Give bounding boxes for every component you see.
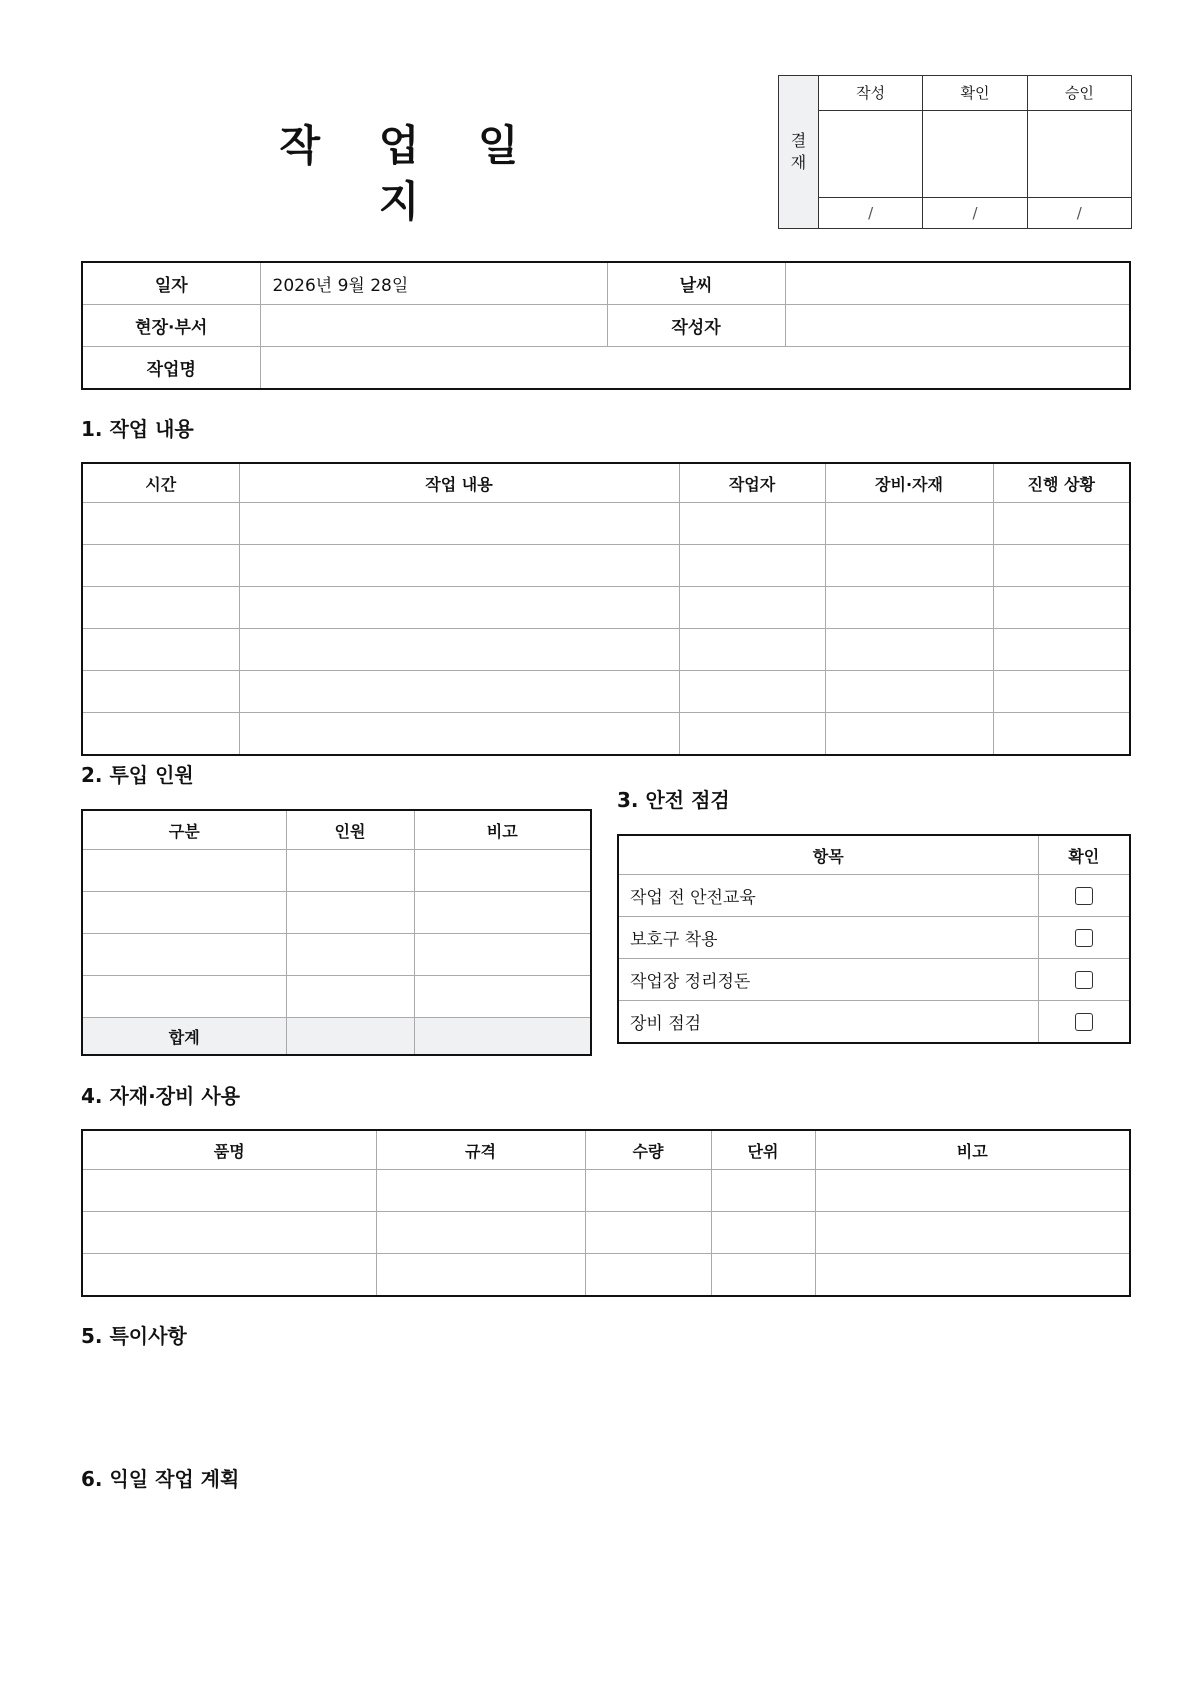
section-title-work: 1. 작업 내용 [81,417,194,441]
table-cell[interactable] [815,1170,1130,1212]
table-cell[interactable] [286,976,414,1018]
safety-table [617,834,1131,1044]
table-cell[interactable] [825,671,993,713]
table-cell[interactable] [286,892,414,934]
table-cell[interactable] [825,545,993,587]
section-title-staff: 2. 투입 인원 [81,763,194,787]
materials-header-name: 품명 [82,1130,376,1170]
checkbox[interactable] [1075,929,1093,947]
job-name-field[interactable] [260,347,1130,390]
section-title-materials: 4. 자재·장비 사용 [81,1084,240,1108]
work-table-header [82,463,1130,503]
weather-label: 날씨 [607,262,785,305]
table-row [82,1170,1130,1212]
table-cell[interactable] [993,671,1130,713]
work-header-equipment: 장비·자재 [825,463,993,503]
safety-check-cell [1038,917,1130,959]
table-cell[interactable] [414,976,591,1018]
table-cell[interactable] [679,503,825,545]
staff-table [81,809,592,1056]
materials-header-quantity: 수량 [585,1130,711,1170]
notes-area[interactable] [81,1356,1131,1456]
safety-header-check: 확인 [1038,835,1130,875]
staff-total-remarks[interactable] [414,1018,591,1056]
signature-cell-review[interactable] [923,110,1027,198]
table-cell[interactable] [82,629,239,671]
table-cell[interactable] [82,587,239,629]
work-header-status: 진행 상황 [993,463,1130,503]
staff-header-category: 구분 [82,810,286,850]
safety-row [618,1001,1130,1044]
job-name-label: 작업명 [82,347,260,390]
table-cell[interactable] [82,1212,376,1254]
table-cell[interactable] [239,545,679,587]
safety-check-cell [1038,875,1130,917]
table-cell[interactable] [82,671,239,713]
table-cell[interactable] [711,1254,815,1297]
table-cell[interactable] [414,934,591,976]
approval-side-char: 재 [790,153,807,172]
table-cell[interactable] [825,503,993,545]
section-title-next-plan: 6. 익일 작업 계획 [81,1467,240,1491]
materials-header-unit: 단위 [711,1130,815,1170]
table-row [82,629,1130,671]
approval-box [778,75,1132,229]
table-cell[interactable] [711,1212,815,1254]
materials-header-spec: 규격 [376,1130,585,1170]
approval-col-review: 확인 [923,76,1027,111]
approval-side-label [779,76,819,229]
staff-total-count[interactable] [286,1018,414,1056]
safety-check-cell [1038,959,1130,1001]
date-field[interactable]: 2026년 9월 28일 [260,262,607,305]
work-header-worker: 작업자 [679,463,825,503]
approval-col-author: 작성 [819,76,923,111]
site-field[interactable] [260,305,607,347]
table-cell[interactable] [82,1170,376,1212]
writer-label: 작성자 [607,305,785,347]
work-header-time: 시간 [82,463,239,503]
table-cell[interactable] [82,934,286,976]
table-cell[interactable] [585,1170,711,1212]
approval-date-author[interactable]: / [819,198,923,229]
table-row [82,892,591,934]
checkbox[interactable] [1075,971,1093,989]
next-plan-area[interactable] [81,1500,1131,1650]
materials-table [81,1129,1131,1297]
table-cell[interactable] [82,976,286,1018]
table-cell[interactable] [815,1254,1130,1297]
table-cell[interactable] [585,1254,711,1297]
table-cell[interactable] [239,713,679,756]
table-row [82,1254,1130,1297]
safety-header-item: 항목 [618,835,1038,875]
table-cell[interactable] [239,587,679,629]
weather-field[interactable] [785,262,1130,305]
safety-item-label: 작업 전 안전교육 [618,875,1038,917]
table-cell[interactable] [825,629,993,671]
approval-col-approve: 승인 [1027,76,1131,111]
table-cell[interactable] [239,629,679,671]
work-table [81,462,1131,756]
table-cell[interactable] [711,1170,815,1212]
table-cell[interactable] [82,850,286,892]
table-cell[interactable] [585,1212,711,1254]
table-cell[interactable] [239,503,679,545]
date-label: 일자 [82,262,260,305]
table-cell[interactable] [993,629,1130,671]
table-row [82,503,1130,545]
table-cell[interactable] [679,545,825,587]
table-cell[interactable] [376,1170,585,1212]
table-row [82,713,1130,756]
work-header-content: 작업 내용 [239,463,679,503]
writer-field[interactable] [785,305,1130,347]
signature-cell-author[interactable] [819,110,923,198]
safety-row [618,917,1130,959]
checkbox[interactable] [1075,887,1093,905]
approval-side-char: 결 [790,131,807,150]
table-row [82,545,1130,587]
table-cell[interactable] [82,503,239,545]
table-row [82,1212,1130,1254]
materials-header-remarks: 비고 [815,1130,1130,1170]
section-title-notes: 5. 특이사항 [81,1324,187,1348]
table-row [82,850,591,892]
table-cell[interactable] [679,713,825,756]
table-cell[interactable] [993,713,1130,756]
staff-header-remarks: 비고 [414,810,591,850]
table-row [82,976,591,1018]
safety-check-cell [1038,1001,1130,1044]
approval-date-approve[interactable]: / [1027,198,1131,229]
table-cell[interactable] [679,629,825,671]
table-cell[interactable] [286,934,414,976]
document-title: 작 업 일 지 [279,121,541,226]
table-cell[interactable] [376,1212,585,1254]
table-cell[interactable] [993,503,1130,545]
table-cell[interactable] [239,671,679,713]
signature-cell-approve[interactable] [1027,110,1131,198]
table-cell[interactable] [825,587,993,629]
materials-table-header [82,1130,1130,1170]
table-cell[interactable] [825,713,993,756]
info-table [81,261,1131,390]
table-cell[interactable] [679,587,825,629]
table-row [82,934,591,976]
table-cell[interactable] [82,545,239,587]
table-cell[interactable] [815,1212,1130,1254]
table-cell[interactable] [993,545,1130,587]
table-cell[interactable] [376,1254,585,1297]
staff-total-label: 합계 [82,1018,286,1056]
section-title-safety: 3. 안전 점검 [617,788,730,812]
safety-row [618,875,1130,917]
table-cell[interactable] [414,892,591,934]
table-cell[interactable] [679,671,825,713]
safety-item-label: 보호구 착용 [618,917,1038,959]
table-cell[interactable] [993,587,1130,629]
table-cell[interactable] [82,892,286,934]
safety-table-header [618,835,1130,875]
site-label: 현장·부서 [82,305,260,347]
staff-table-header [82,810,591,850]
safety-item-label: 장비 점검 [618,1001,1038,1044]
safety-row [618,959,1130,1001]
table-cell[interactable] [82,713,239,756]
table-row [82,671,1130,713]
checkbox[interactable] [1075,1013,1093,1031]
table-cell[interactable] [82,1254,376,1297]
table-row [82,587,1130,629]
table-cell[interactable] [286,850,414,892]
staff-header-count: 인원 [286,810,414,850]
approval-date-review[interactable]: / [923,198,1027,229]
safety-item-label: 작업장 정리정돈 [618,959,1038,1001]
staff-total-row [82,1018,591,1056]
table-cell[interactable] [414,850,591,892]
